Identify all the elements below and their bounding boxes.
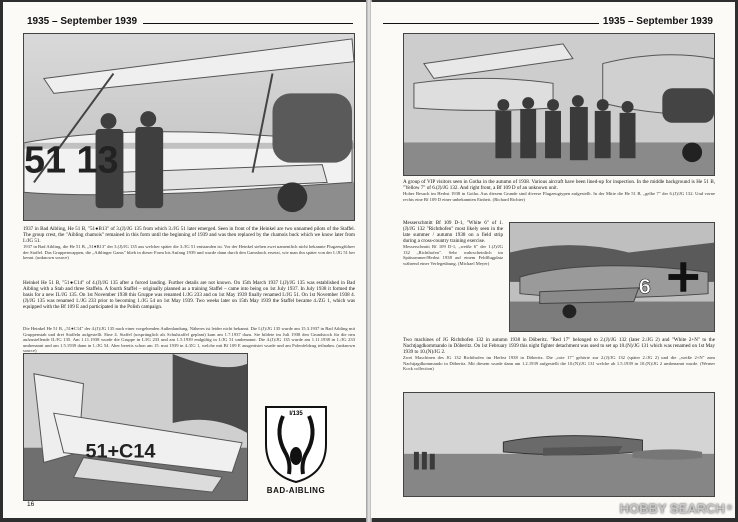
caption-de: Zwei Maschinen des JG 132 Richthofen im Herbst 1938 in Döberitz. Die „rote 17" gehörte zur 2.(J)/JG 132 (später 2./JG 2) und die „weiße 2+N" zum Nachtjagdkommando in Döberitz. Mit diesem wurde dann am 1.2.1939 aufgestellt die 10.(N)/JG 131 welche ab 1.5.1939 in 10.(N)/JG 2 umbenannt wurde. (Werner Kock collection) xyxy=(403,355,715,372)
he51-code-left: 51 13 xyxy=(24,138,119,181)
caption-en: Messerschmitt Bf 109 D-1, "White 6" of 1.(J)/JG 132 "Richthofen" most likely seen in the late summer / autumn 1938 on a field strip during a cross-country training exercise. xyxy=(403,220,503,245)
watermark-registered: ® xyxy=(726,505,732,512)
caption-photo-2-de xyxy=(23,326,355,353)
caption-en: Heinkel He 51 B, "51●C14" of 4.(J)/JG 135 after a forced landing. Further details are not known. On 15th March 1937 I.(J)/JG 135 was established in Bad Aibling with a Stab and three Staffeln. A fourth Staffel – originally planned as a training Staffel – came into being on 1st July 1937. In July 1938 it formed the basis for a new II./JG 135. On 1st November 1938 this Gruppe was renamed I./JG 233 and on 1st May 1939 finally renamed I./JG 51. On 1st November 1938 4.(J)/JG 135 was renamed 1./JG 233 prior to becoming 1./JG 54 on 1st May 1939. Two weeks later on 15th May 1939 the Staffel became 4./ZG 1, which was equipped with the Bf 109 E and participated in the Polish campaign. xyxy=(23,280,355,311)
caption-de: Die Heinkel He 51 B, „51●C14" der 4.(J)/JG 135 nach einer vorgehenden Außenlandung. Näheres ist leider nicht bekannt. Die I.(J)/JG 135 wurde am 15.3.1937 in Bad Aibling mit Gruppenstab und drei Staffeln aufgestellt. Eine 4. Staffel (ursprünglich als Schulstaffel geplant) kam am 1.7.1937 dazu. Sie bildete im Juli 1938 den Grundstock für die neu aufzustellende II./JG 135. Am 1.11.1938 wurde die Gruppe in I./JG 233 und am 1.5.1939 endgültig in I./JG 51 umbenannt. Die 4.(J)/JG 135 wurde am 1.11.1938 in 1./JG 233 umbenannt und am 1.5.1939 dann in 1./JG 54. Aber bereits schon am 15. mai 1939 in 4./ZG 1, welche mit Bf 109 E ausgerüstet wurde und am Polenfeldzug teilnahm. (unknown source) xyxy=(23,326,355,353)
caption-de: 1937 in Bad Aibling, die He 51 B, „51●B13" der 3.(J)/JG 135 aus welcher später die 3./JG 51 entstanden ist. Vor der Heinkel stehen zwei namentlich nicht bekannte Flugzeugführer der Staffel. Das Gruppenwappen, die „Aiblinger Gams" blieb in dieser Form bis Anfang 1939 und wurde dann durch den Gamsbock ersetzt, wie man ihn später von der I./JG 51 her kennt. (unknown source) xyxy=(23,244,355,261)
he51-code: 51+C14 xyxy=(85,440,156,463)
right-page xyxy=(371,2,735,518)
watermark-brand: HOBBY SEARCH xyxy=(619,501,725,516)
photo-he51-pilots xyxy=(23,33,355,221)
caption-en: A group of VIP visitors seen in Gotha in the autumn of 1938. Various aircraft have been lined-up for inspection. In the middle background is He 51 B, "Yellow 7" of 6.(J)/JG 132. And right front, a Bf 109 D of an unknown unit. xyxy=(403,179,715,192)
hobby-search-watermark xyxy=(620,501,732,516)
photo-doberitz-airfield xyxy=(403,392,715,497)
crest-label: BAD-AIBLING xyxy=(266,486,326,495)
header-rule xyxy=(383,23,599,24)
photo-vip-visitors xyxy=(403,33,715,176)
bf109-code: 6 xyxy=(638,273,651,299)
page-number: 16 xyxy=(27,501,35,508)
header-rule xyxy=(143,23,353,24)
caption-en: 1937 in Bad Aibling, He 51 B, "51●B13" of 3.(J)/JG 135 from which 3./JG 51 later emerged. Seen in front of the Heinkel are two unnamed pilots of the Staffel. The group crest, the "Aibling chamois" remained in this form until the beginning of 1939 and was then replaced by the chamois buck which we know later from I./JG 51. xyxy=(23,226,355,245)
caption-de: Hoher Besuch im Herbst 1938 in Gotha. Aus diesem Grunde sind diverse Flugzeugtypen aufgestellt. In der Mitte die He 51 B, „gelbe 7" der 6.(J)/JG 132. Und vorne rechts eine Bf 109 D einer unbekannten Einheit. (Richard Richter) xyxy=(403,191,715,202)
caption-photo-1 xyxy=(23,226,355,276)
caption-photo-2 xyxy=(23,280,355,322)
photo-bf109-white-6 xyxy=(509,222,715,332)
caption-vip-visitors xyxy=(403,179,715,215)
photo-he51-forced-landing xyxy=(23,353,248,501)
left-page xyxy=(3,2,367,518)
page-header: 1935 – September 1939 xyxy=(27,16,138,27)
caption-doberitz xyxy=(403,337,715,389)
caption-white-6 xyxy=(403,220,503,330)
page-header: 1935 – September 1939 xyxy=(602,16,713,27)
caption-en: Two machines of JG Richthofen 132 in autumn 1938 in Döberitz. "Red 17" belonged to 2.(J)/JG 132 (later 2./JG 2) and "White 2+N" to the Nachtjagdkommando in Döberitz. On 1st February 1939 this night fighter detachment was used to set up 10.(N)/JG 131 which was renamed on 1st May 1939 to 10.(N)/JG 2. xyxy=(403,337,715,356)
crest-top-text: I/135 xyxy=(289,411,303,417)
group-crest xyxy=(261,404,331,500)
caption-de: Messerschmitt Bf 109 D-1, „weiße 6" der 1.(J)/JG 132 „Richthofen". Sehr wahrscheinlich im Spätsommer/Herbst 1938 auf einem Feldflugplatz während einer Verlegeübung. (Michael Meyer) xyxy=(403,244,503,266)
